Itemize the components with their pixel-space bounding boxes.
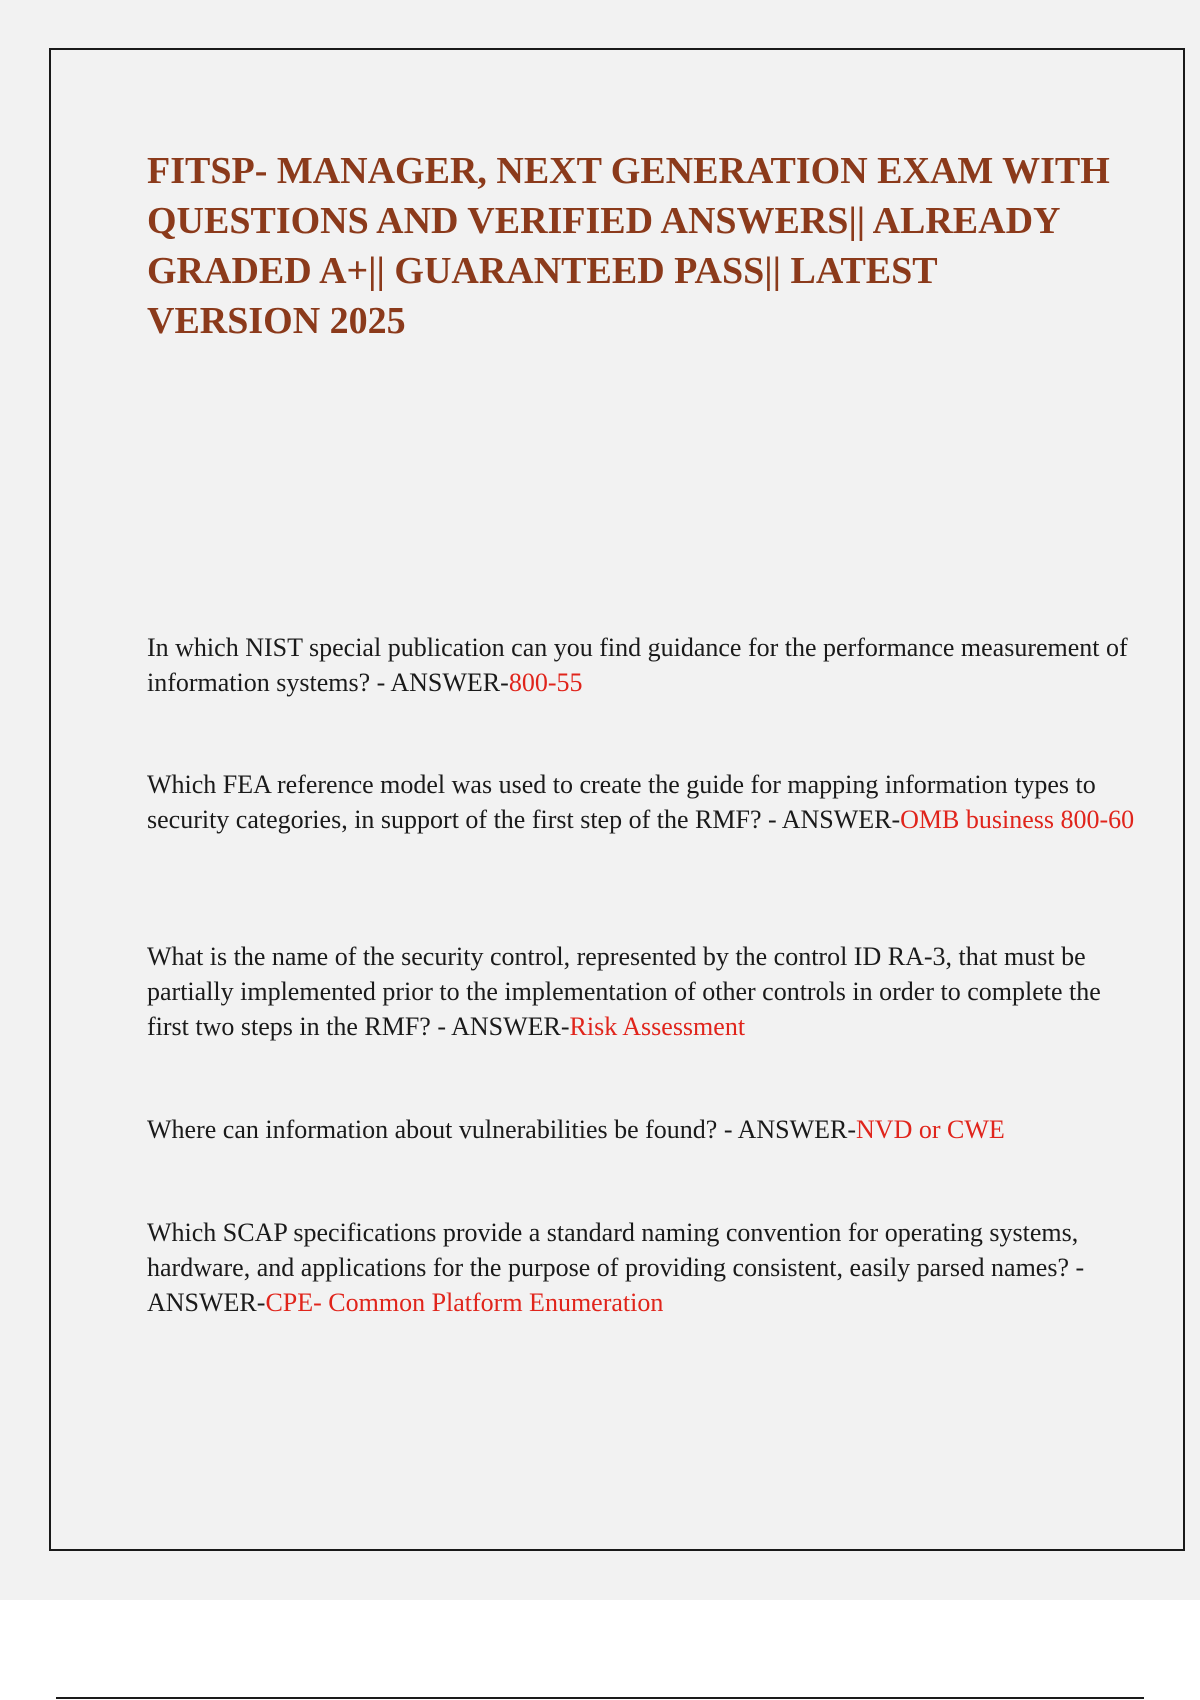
answer-label: - ANSWER- [717, 1115, 857, 1144]
answer-label: - ANSWER- [761, 805, 901, 834]
question-text: Which SCAP specifications provide a standard naming convention for operating systems, hardware, and applications for the purpose of providing consistent, easily parsed names? [147, 1218, 1079, 1282]
next-page-divider [56, 1697, 1144, 1699]
document-page [49, 48, 1185, 1551]
answer-label: - ANSWER- [147, 1253, 1085, 1317]
answer-text: Risk Assessment [569, 1012, 746, 1041]
answer-label: - ANSWER- [430, 1012, 570, 1041]
question-text: Where can information about vulnerabilities be found? [147, 1115, 718, 1144]
answer-text: CPE- Common Platform Enumeration [265, 1288, 664, 1317]
answer-text: NVD or CWE [856, 1115, 1005, 1144]
question-text: Which FEA reference model was used to create the guide for mapping information types to security categories, in support of the first step of the RMF? [147, 770, 1096, 834]
question-text: In which NIST special publication can you find guidance for the performance measurement of information systems? [147, 633, 1128, 697]
qa-item [147, 630, 1137, 700]
answer-label: - ANSWER- [370, 668, 509, 697]
answer-text: 800-55 [508, 668, 583, 697]
qa-item [147, 767, 1137, 837]
qa-item [147, 939, 1137, 1044]
document-title: FITSP- MANAGER, NEXT GENERATION EXAM WITH QUESTIONS AND VERIFIED ANSWERS|| ALREADY GRADED A+|| GUARANTEED PASS|| LATEST VERSION 2025 [147, 150, 1110, 342]
question-text: What is the name of the security control, represented by the control ID RA-3, that must be partially implemented prior to the implementation of other controls in order to complete the first two steps in the RMF? [147, 942, 1101, 1041]
answer-text: OMB business 800-60 [900, 805, 1135, 834]
qa-item [147, 1112, 1137, 1147]
qa-item [147, 1215, 1137, 1320]
